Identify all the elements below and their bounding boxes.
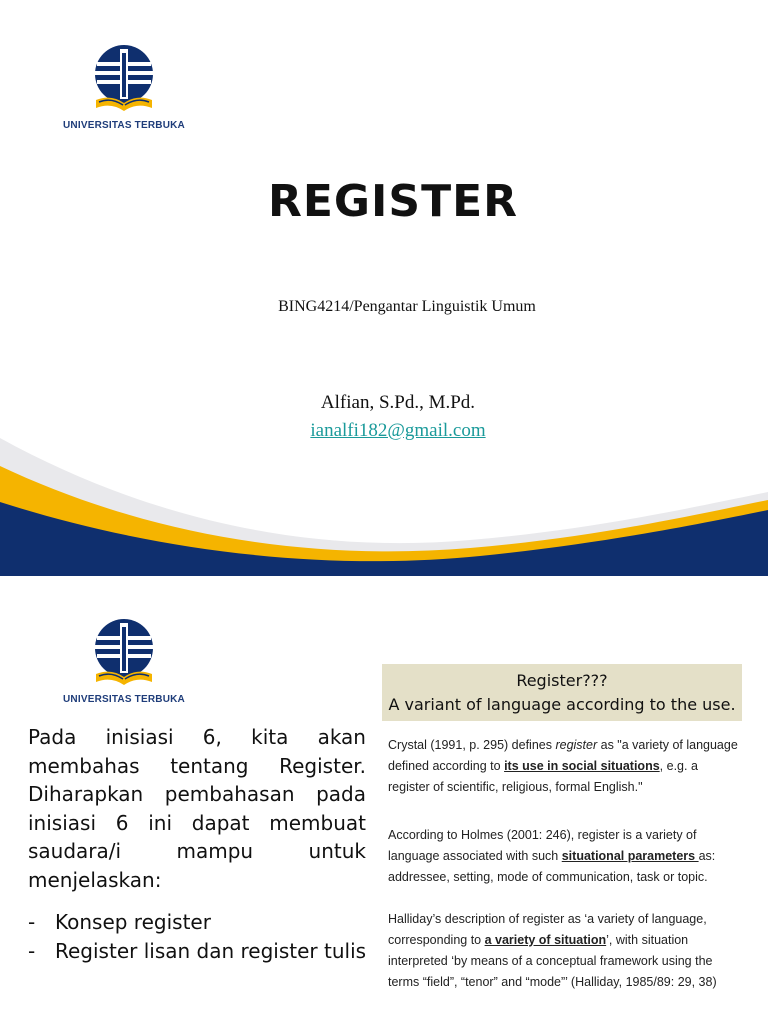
cite-key-phrase: situational parameters — [561, 849, 699, 863]
logo-text: UNIVERSITAS TERBUKA — [63, 694, 185, 705]
panel-heading-line-1: Register??? — [516, 671, 608, 690]
decorative-wave — [0, 420, 768, 576]
cite-text: Halliday’s description of register as ‘a variety of language, corresponding to — [388, 912, 707, 947]
cite-key-phrase: a variety of situation — [484, 933, 607, 947]
intro-text — [28, 723, 366, 965]
ut-logo — [59, 42, 189, 131]
halliday-definition — [388, 909, 740, 993]
holmes-definition — [388, 825, 740, 888]
course-code: BING4214/Pengantar Linguistik Umum — [278, 298, 536, 315]
author-email-link[interactable]: ianalfi182@gmail.com — [310, 420, 486, 441]
list-item-text: Konsep register — [55, 910, 211, 934]
list-item — [28, 908, 366, 937]
objective-list — [28, 908, 366, 965]
register-definitions-panel — [382, 664, 742, 1024]
panel-heading-line-2: A variant of language according to the use. — [388, 695, 736, 714]
cite-text: Crystal (1991, p. 295) defines — [388, 738, 556, 752]
cite-text: ’, with situation interpreted ‘by means of a conceptual framework using the terms “field”, “tenor” and “mode”’ (Halliday, 1985/89: 29, 38) — [388, 933, 717, 989]
author-name: Alfian, S.Pd., M.Pd. — [320, 392, 476, 413]
list-item-text: Register lisan dan register tulis — [55, 938, 367, 963]
ut-emblem-icon — [59, 616, 189, 692]
crystal-definition — [388, 735, 740, 798]
cite-text: as: addressee, setting, mode of communication, task or topic. — [388, 849, 716, 884]
cite-text: , e.g. a register of scientific, religious, formal English." — [388, 759, 698, 794]
intro-paragraph-2: Diharapkan pembahasan pada inisiasi 6 ini dapat membuat saudara/i mampu untuk menjelaskan: — [28, 782, 366, 892]
slide-title: REGISTER — [267, 176, 519, 227]
logo-text: UNIVERSITAS TERBUKA — [63, 120, 185, 131]
cite-key-phrase: its use in social situations — [504, 759, 660, 773]
cite-text: According to Holmes (2001: 246), register is a variety of language associated with such — [388, 828, 697, 863]
bullet-marker: - — [28, 910, 36, 934]
panel-heading — [382, 664, 742, 721]
list-item — [28, 937, 366, 966]
intro-slide — [0, 588, 768, 1024]
ut-logo — [59, 616, 189, 705]
ut-emblem-icon — [59, 42, 189, 118]
intro-paragraph-1: Pada inisiasi 6, kita akan membahas tentang Register. — [28, 725, 366, 778]
slide-separator — [0, 576, 768, 588]
cite-emphasis: register — [555, 738, 598, 752]
bullet-marker: - — [28, 938, 36, 963]
cite-text: as "a variety of language defined according to — [388, 738, 738, 773]
